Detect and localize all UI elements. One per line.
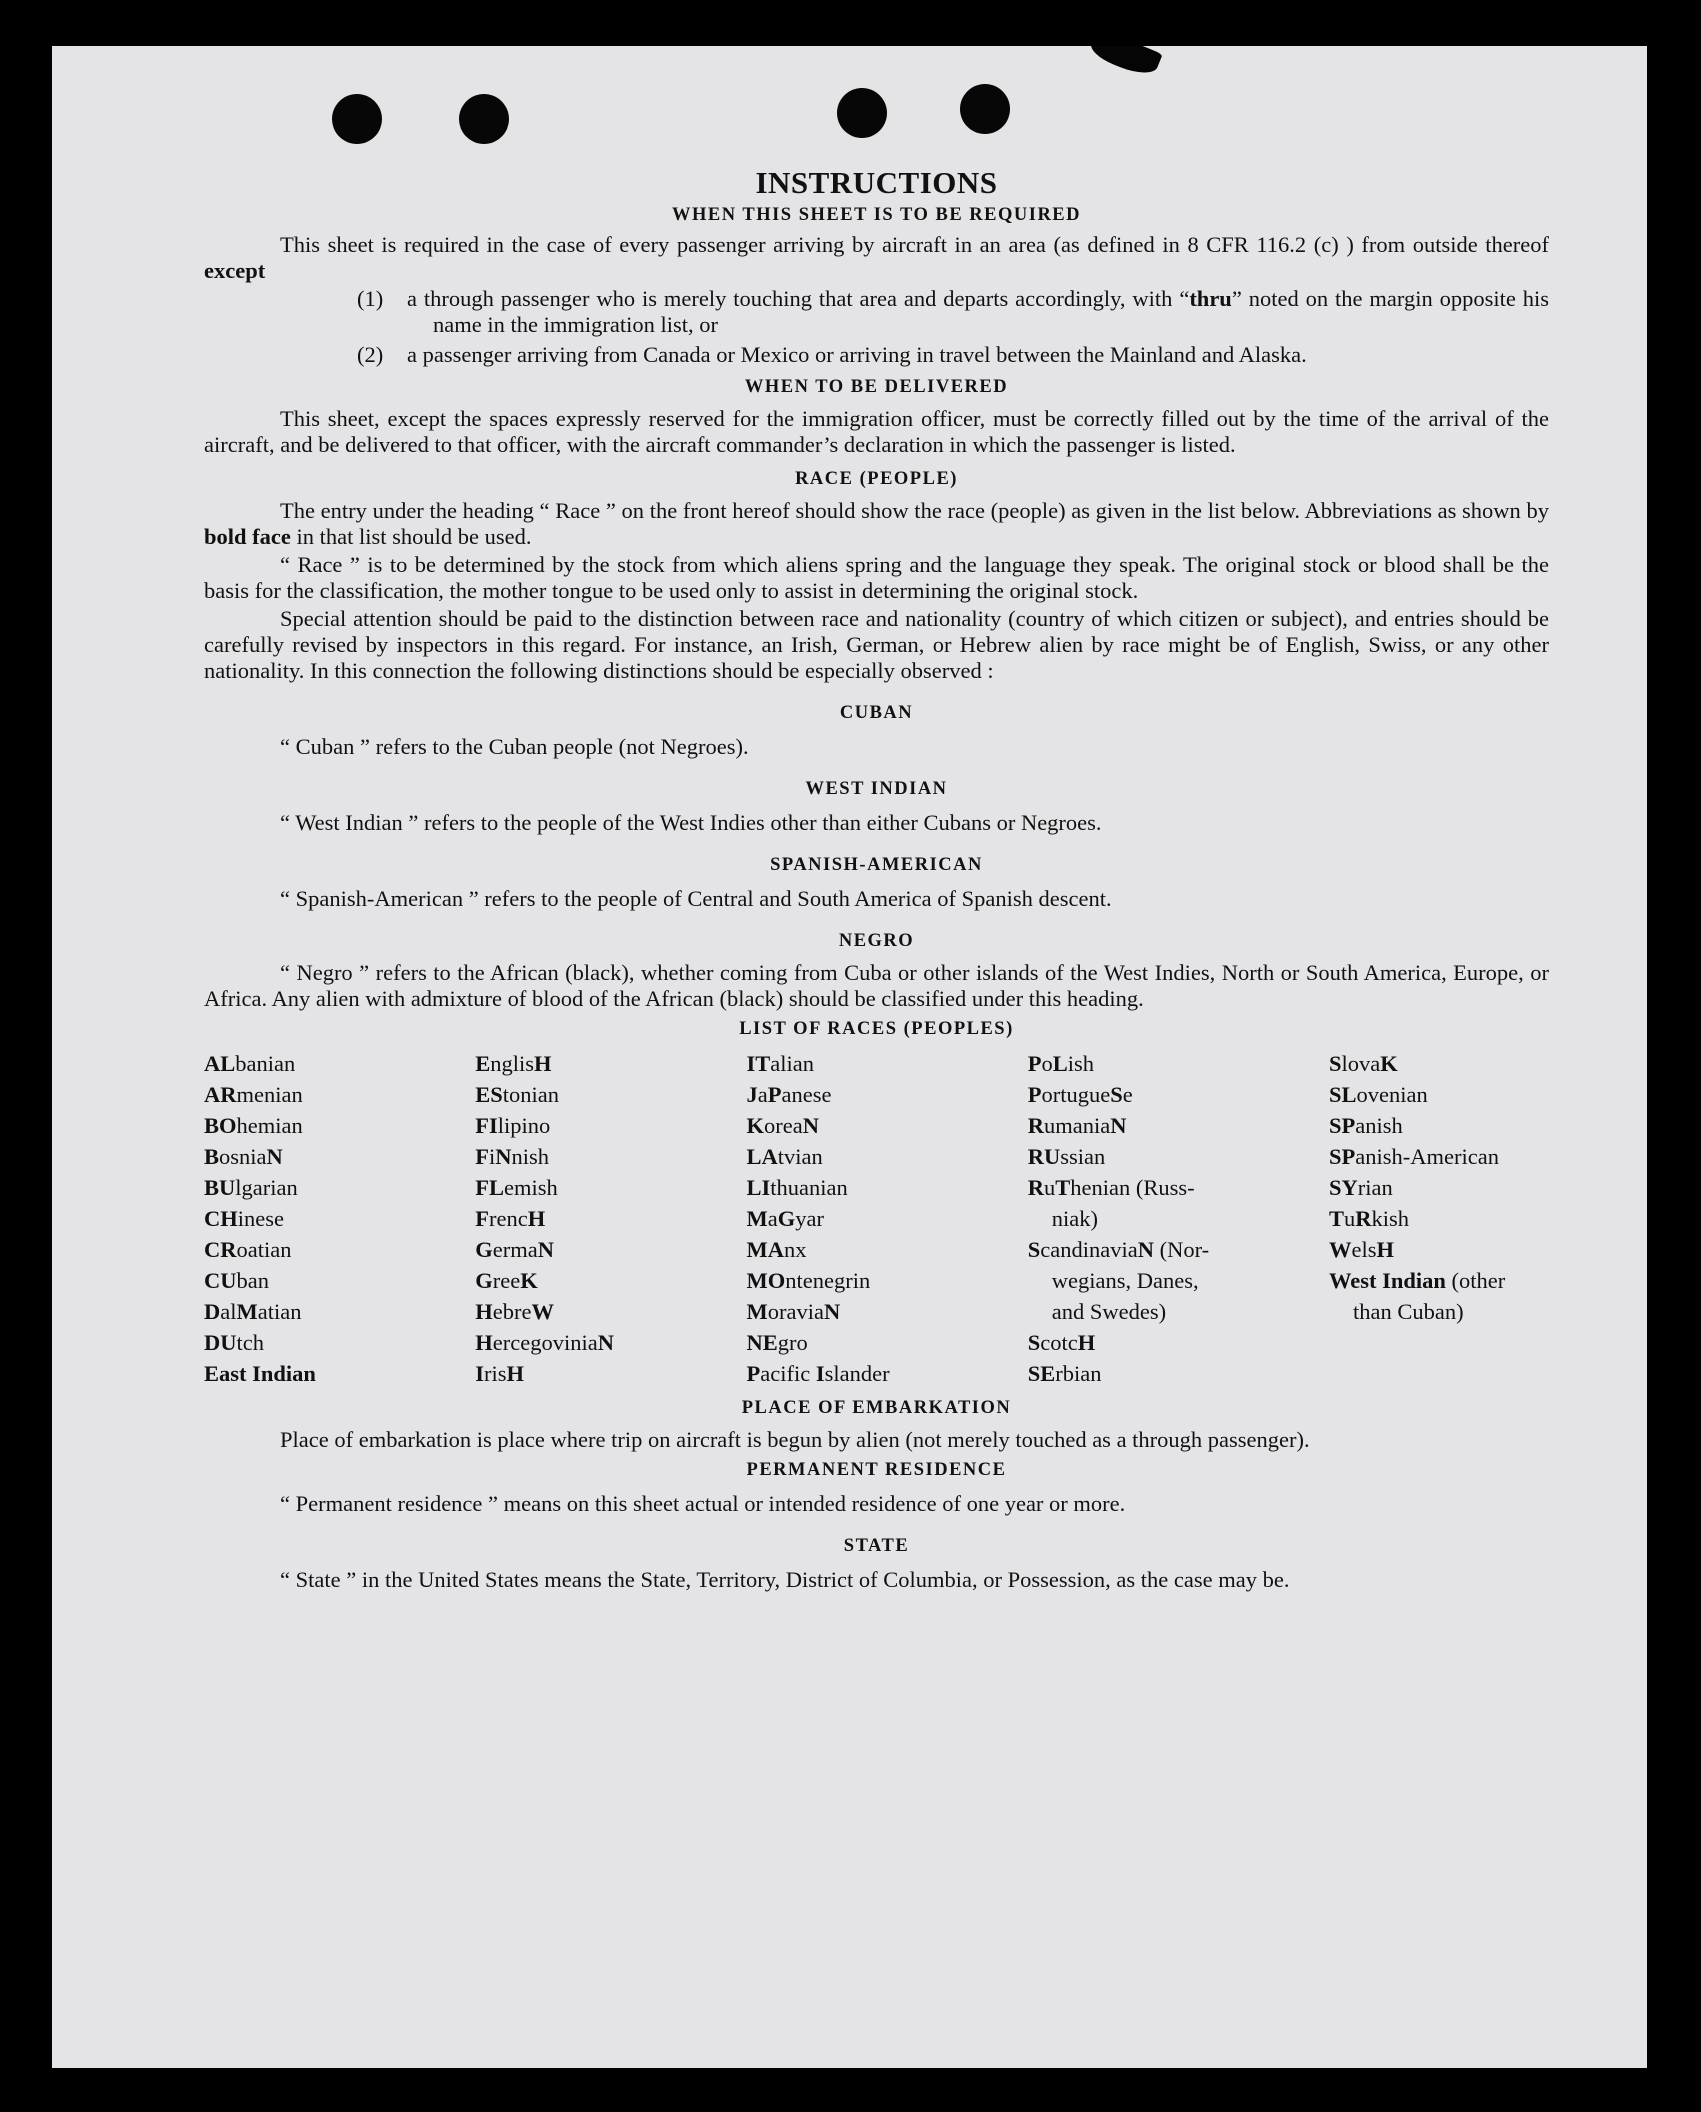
race-entry: SlovaK	[1329, 1051, 1398, 1076]
race-entry: and Swedes)	[1051, 1299, 1167, 1324]
spanish-american-text: “ Spanish-American ” refers to the people of Central and South America of Spanish descent.	[280, 886, 1112, 911]
race-entry: CHinese	[204, 1206, 284, 1231]
races-column	[1329, 1048, 1549, 1389]
race-entry: CRoatian	[204, 1237, 292, 1262]
section-heading-list-of-races: LIST OF RACES (PEOPLES)	[739, 1019, 1014, 1039]
race-entry: PoLish	[1027, 1051, 1095, 1076]
race-entry: SPanish	[1329, 1113, 1403, 1138]
races-column	[204, 1048, 394, 1389]
race-entry: ALbanian	[204, 1051, 296, 1076]
exception-item-1: (1) a through passenger who is merely touching that area and departs accordingly, with “thru” noted on the margin opposite his name in the immigration list, or	[357, 286, 1549, 337]
race-entry: ITalian	[746, 1051, 814, 1076]
section-heading-residence: PERMANENT RESIDENCE	[746, 1460, 1007, 1480]
race-entry: BosniaN	[204, 1144, 283, 1169]
races-column	[1028, 1048, 1248, 1389]
race-entry: DUtch	[204, 1330, 264, 1355]
west-indian-text: “ West Indian ” refers to the people of the West Indies other than either Cubans or Negroes.	[280, 810, 1102, 835]
races-list	[204, 1048, 1549, 1389]
race-entry: RuThenian (Russ-	[1027, 1175, 1195, 1200]
race-entry: MAnx	[746, 1237, 807, 1262]
race-entry: niak)	[1051, 1206, 1098, 1231]
section-heading-cuban: CUBAN	[839, 703, 914, 723]
race-entry: IrisH	[475, 1361, 525, 1386]
race-entry: BUlgarian	[204, 1175, 298, 1200]
race-entry: SErbian	[1027, 1361, 1102, 1386]
race-entry: NEgro	[746, 1330, 808, 1355]
race-entry: wegians, Danes,	[1051, 1268, 1199, 1293]
race-paragraph-2: “ Race ” is to be determined by the stock from which aliens spring and the language they speak. The original stock or blood shall be the basis for the classification, the mother tongue to be used only to assist in determining the original stock.	[204, 552, 1549, 603]
race-entry: JaPanese	[746, 1082, 832, 1107]
race-entry: PortugueSe	[1027, 1082, 1133, 1107]
race-entry: than Cuban)	[1353, 1299, 1464, 1324]
punch-hole	[837, 88, 887, 138]
section-heading-embarkation: PLACE OF EMBARKATION	[741, 1398, 1012, 1418]
race-entry: SLovenian	[1329, 1082, 1428, 1107]
race-entry: EnglisH	[475, 1051, 552, 1076]
race-entry: DalMatian	[204, 1299, 302, 1324]
section-heading-negro: NEGRO	[838, 931, 915, 951]
section-heading-west-indian: WEST INDIAN	[805, 779, 948, 799]
race-entry: ScotcH	[1027, 1330, 1096, 1355]
race-entry: SPanish-American	[1329, 1144, 1499, 1169]
punch-hole	[332, 94, 382, 144]
race-entry: KoreaN	[746, 1113, 819, 1138]
section-heading-when-required: WHEN THIS SHEET IS TO BE REQUIRED	[671, 205, 1082, 225]
race-entry: FrencH	[475, 1206, 546, 1231]
race-entry: MoraviaN	[746, 1299, 841, 1324]
state-text: “ State ” in the United States means the State, Territory, District of Columbia, or Possession, as the case may be.	[280, 1567, 1290, 1592]
race-entry: HebreW	[475, 1299, 554, 1324]
race-entry: EStonian	[475, 1082, 560, 1107]
race-entry: Pacific Islander	[746, 1361, 890, 1386]
race-entry: RUssian	[1027, 1144, 1106, 1169]
section-heading-state: STATE	[843, 1536, 910, 1556]
punch-hole	[960, 84, 1010, 134]
race-entry: FiNnish	[475, 1144, 550, 1169]
residence-text: “ Permanent residence ” means on this sheet actual or intended residence of one year or more.	[280, 1491, 1126, 1516]
race-entry: TuRkish	[1329, 1206, 1410, 1231]
exception-item-2: (2) a passenger arriving from Canada or Mexico or arriving in travel between the Mainland and Alaska.	[357, 342, 1307, 367]
race-entry: FLemish	[475, 1175, 558, 1200]
races-column	[747, 1048, 947, 1389]
race-entry: LAtvian	[746, 1144, 823, 1169]
race-entry: WelsH	[1329, 1237, 1395, 1262]
when-delivered-text: This sheet, except the spaces expressly reserved for the immigration officer, must be correctly filled out by the time of the arrival of the aircraft, and be delivered to that officer, with the aircraft commander’s declaration in which the passenger is listed.	[204, 406, 1549, 457]
race-entry: RumaniaN	[1027, 1113, 1127, 1138]
race-entry: BOhemian	[204, 1113, 303, 1138]
race-paragraph-1: The entry under the heading “ Race ” on the front hereof should show the race (people) as given in the list below. Abbreviations as shown by bold face in that list should be used.	[204, 498, 1549, 549]
races-column	[475, 1048, 665, 1389]
race-entry: HercegoviniaN	[475, 1330, 614, 1355]
section-heading-spanish-american: SPANISH-AMERICAN	[770, 855, 983, 875]
race-entry: SYrian	[1329, 1175, 1393, 1200]
race-entry: West Indian (other	[1329, 1268, 1506, 1293]
race-entry: ARmenian	[204, 1082, 303, 1107]
section-heading-when-delivered: WHEN TO BE DELIVERED	[744, 377, 1009, 397]
when-required-intro: This sheet is required in the case of every passenger arriving by aircraft in an area (as defined in 8 CFR 116.2 (c) ) from outside thereof except	[204, 232, 1549, 283]
race-entry: LIthuanian	[746, 1175, 848, 1200]
section-heading-race: RACE (PEOPLE)	[795, 469, 958, 489]
race-entry: FIlipino	[475, 1113, 551, 1138]
race-entry: MOntenegrin	[746, 1268, 871, 1293]
race-entry: CUban	[204, 1268, 269, 1293]
race-entry: ScandinaviaN (Nor-	[1027, 1237, 1210, 1262]
punch-hole	[459, 94, 509, 144]
embarkation-text: Place of embarkation is place where trip on aircraft is begun by alien (not merely touched as a through passenger).	[280, 1427, 1310, 1452]
race-entry: MaGyar	[746, 1206, 824, 1231]
race-paragraph-3: Special attention should be paid to the distinction between race and nationality (country of which citizen or subject), and entries should be carefully revised by inspectors in this regard. For instance, an Irish, German, or Hebrew alien by race might be of English, Swiss, or any other nationality. In this connection the following distinctions should be especially observed :	[204, 606, 1549, 683]
instructions-content	[204, 164, 1549, 1593]
page-title: INSTRUCTIONS	[755, 165, 998, 200]
document-page	[52, 46, 1647, 2068]
negro-text: “ Negro ” refers to the African (black), whether coming from Cuba or other islands of the West Indies, North or South America, Europe, or Africa. Any alien with admixture of blood of the African (black) should be classified under this heading.	[204, 960, 1549, 1011]
cuban-text: “ Cuban ” refers to the Cuban people (not Negroes).	[280, 734, 749, 759]
race-entry: East Indian	[204, 1361, 316, 1386]
race-entry: GreeK	[475, 1268, 538, 1293]
torn-corner	[1087, 46, 1162, 80]
race-entry: GermaN	[475, 1237, 554, 1262]
